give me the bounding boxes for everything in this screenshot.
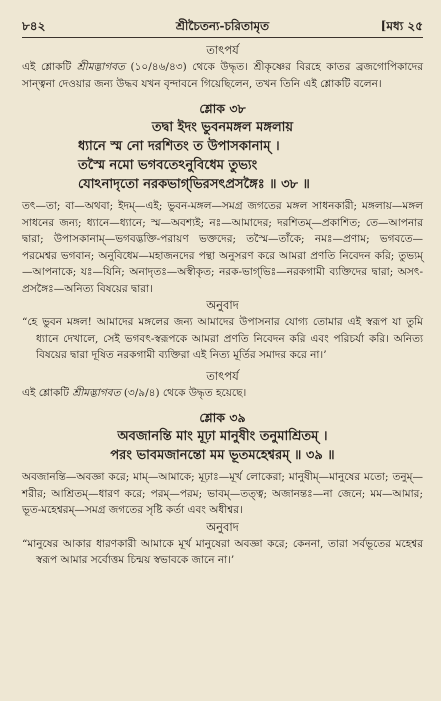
page-body — [22, 42, 423, 569]
translation-text: “হে ভুবন মঙ্গল! আমাদের মঙ্গলের জন্য আমাদের উপাসনার যোগ্য তোমার এই স্বরূপ যা তুমি ধ্যানে দেখালে, সেই ভগবৎ-স্বরূপকে আমরা প্রণতি নিবেদন করি এবং পরিচর্যা করি। অনিত্য বিষয়ের দ্বারা দূষিত নরকগামী ব্যক্তিরা এই নিত্য মূর্তির সমাদর করে না।’ — [22, 316, 423, 361]
page-header — [22, 18, 423, 36]
book-title: শ্রীমদ্ভাগবত — [72, 386, 121, 399]
chapter-label: [মধ্য ২৫ — [380, 19, 423, 33]
verse-line: যোঽনাদৃতো নরকভাগ্‌ভিরসৎপ্রসঙ্গৈঃ ॥ ৩৮ ॥ — [78, 177, 310, 192]
word-synonyms: অবজানন্তি—অবজ্ঞা করে; মাম্—আমাকে; মূঢ়াঃ—মূর্খ লোকেরা; মানুষীম্—মানুষের মতো; তনুম্—শরীর; আশ্রিতম্—ধারণ করে; পরম্—পরম; ভাবম্—তত্ত্ব; অজানন্তঃ—না জেনে; মম—আমার; ভূত-মহেশ্বরম্—সমগ্র জগতের সৃষ্টি কর্তা এবং অধীশ্বর। — [22, 471, 423, 516]
purport-heading: তাৎপর্য — [206, 43, 239, 57]
purport-text: এই শ্লোকটি শ্রীমদ্ভাগবত (১০/৪৬/৪৩) থেকে উদ্ধৃত। শ্রীকৃষ্ণের বিরহে কাতর ব্রজগোপিকাদের সান্ত্বনা দেওয়ার জন্য উদ্ধব যখন বৃন্দাবনে গিয়েছিলেন, তখন তিনি এই শ্লোকটি বলেন। — [22, 61, 423, 90]
verse-heading: শ্লোক ৩৯ — [199, 410, 246, 425]
verse-heading: শ্লোক ৩৮ — [199, 101, 246, 116]
translation-text: “মানুষের আকার ধারণকারী আমাকে মূর্খ মানুষেরা অবজ্ঞা করে; কেননা, তারা সর্বভূতের মহেশ্বর স্বরূপ আমার সর্বোত্তম চিন্ময় স্বভাবকে জানে না।’ — [22, 537, 423, 566]
word-synonyms: তৎ—তা; বা—অথবা; ইদম্—এই; ভুবন-মঙ্গল—সমগ্র জগতের মঙ্গল সাধনকারী; মঙ্গলায়—মঙ্গল সাধনের জন্য; ধ্যানে—ধ্যানে; স্ম—অবশ্যই; নঃ—আমাদের; দরশিতম্—প্রকাশিত; তে—আপনার দ্বারা; উপাসকানাম্—ভগবদ্ভক্তি-পরায়ণ ভক্তদের; তস্মৈ—তাঁকে; নমঃ—প্রণাম; ভগবতে—পরমেশ্বর ভগবান; অনুবিধেম—মহাজনদের পন্থা অনুসরণ করে আমরা প্রণতি নিবেদন করি; তুভ্যম্—আপনাকে; যঃ—যিনি; অনাদৃতঃ—অস্বীকৃত; নরক-ভাগ্‌ভিঃ—নরকগামী ব্যক্তিদের দ্বারা; অসৎ-প্রসঙ্গৈঃ—অনিত্য বিষয়ের দ্বারা। — [22, 200, 423, 295]
purport-text: এই শ্লোকটি শ্রীমদ্ভাগবত (৩/৯/৪) থেকে উদ্ধৃত হয়েছে। — [22, 386, 247, 399]
translation-heading: অনুবাদ — [206, 519, 239, 534]
book-title: শ্রীমদ্ভাগবত — [76, 61, 125, 73]
verse-line: অবজানন্তি মাং মূঢ়া মানুষীং তনুমাশ্রিতম্ । — [117, 429, 328, 444]
verse-line: পরং ভাবমজানন্তো মম ভূতমহেশ্বরম্ ॥ ৩৯ ॥ — [110, 448, 335, 463]
verse-line: ধ্যানে স্ম নো দরশিতং ত উপাসকানাম্ । — [78, 139, 280, 154]
purport-heading: তাৎপর্য — [206, 368, 239, 383]
translation-heading: অনুবাদ — [206, 298, 239, 312]
verse-line: তদ্বা ইদং ভুবনমঙ্গল মঙ্গলায় — [151, 120, 294, 135]
running-title: শ্রীচৈতন্য-চরিতামৃত — [175, 19, 270, 33]
verse-line: তস্মৈ নমো ভগবতেঽনুবিধেম তুভ্যং — [78, 158, 258, 173]
header-rule — [22, 37, 423, 38]
page-number: ৮৪২ — [22, 19, 46, 33]
